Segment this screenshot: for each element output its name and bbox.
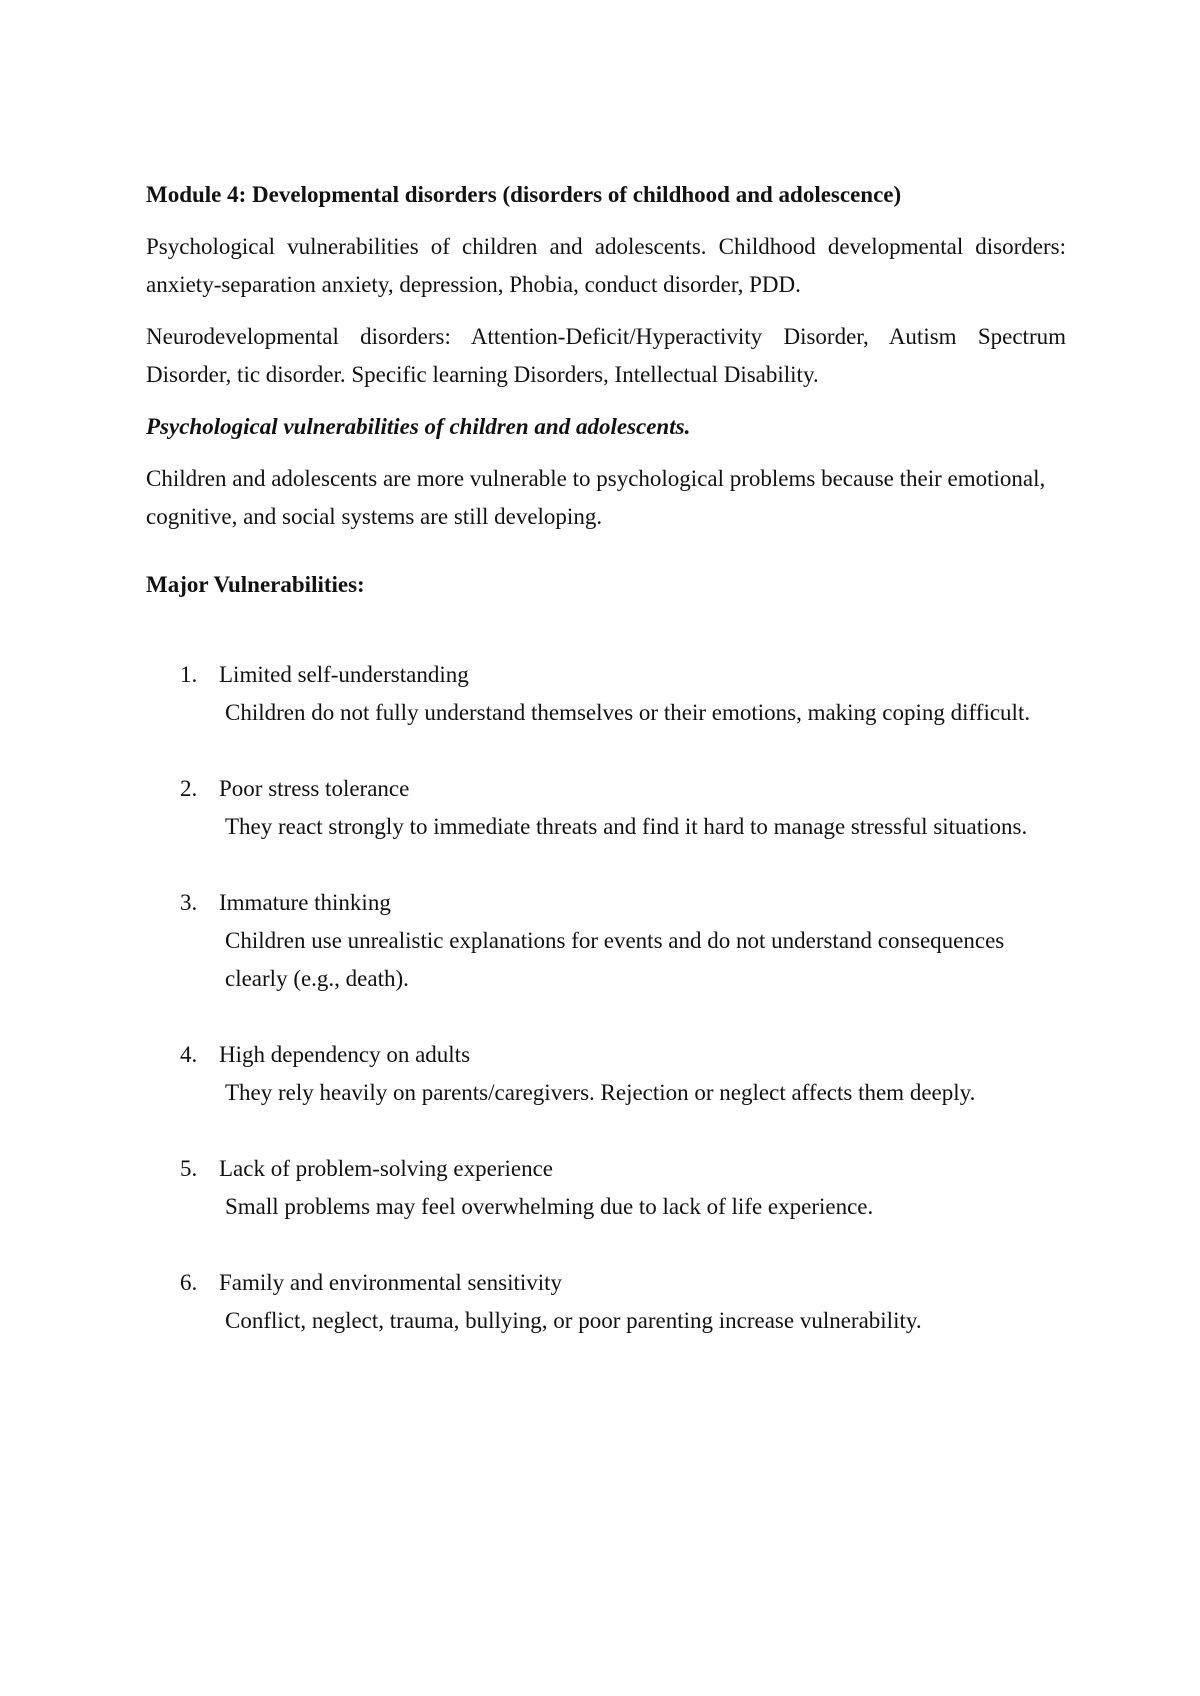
module-title: Module 4: Developmental disorders (disorders of childhood and adolescence)	[146, 182, 902, 207]
list-item	[146, 884, 1066, 998]
list-item-number: 6.	[180, 1270, 198, 1295]
list-item-number: 3.	[180, 890, 198, 915]
list-item	[146, 1264, 1066, 1340]
list-item-title: Family and environmental sensitivity	[219, 1270, 563, 1295]
section-heading: Psychological vulnerabilities of children and adolescents.	[146, 414, 691, 439]
document-page	[146, 176, 1066, 1378]
list-item	[146, 1036, 1066, 1112]
list-item-description: They rely heavily on parents/caregivers. Rejection or neglect affects them deeply.	[225, 1080, 976, 1105]
intro-paragraph: Children and adolescents are more vulnerable to psychological problems because their emotional, cognitive, and social systems are still developing.	[146, 466, 1046, 529]
list-item-title: High dependency on adults	[219, 1042, 471, 1067]
overview-paragraph-1: Psychological vulnerabilities of children and adolescents. Childhood developmental disorders: anxiety-separation anxiety, depression, Phobia, conduct disorder, PDD.	[146, 234, 1066, 297]
vulnerabilities-list	[146, 656, 1066, 1340]
list-item-description: Small problems may feel overwhelming due to lack of life experience.	[225, 1194, 874, 1219]
list-item-description: They react strongly to immediate threats and find it hard to manage stressful situations.	[225, 814, 1028, 839]
list-item-number: 4.	[180, 1042, 198, 1067]
list-item-number: 5.	[180, 1156, 198, 1181]
list-item-number: 1.	[180, 662, 198, 687]
list-item	[146, 656, 1066, 732]
list-item	[146, 770, 1066, 846]
list-item-number: 2.	[180, 776, 198, 801]
list-item	[146, 1150, 1066, 1226]
list-item-title: Lack of problem-solving experience	[219, 1156, 554, 1181]
major-vulnerabilities-heading: Major Vulnerabilities:	[146, 572, 365, 597]
overview-paragraph-2: Neurodevelopmental disorders: Attention-Deficit/Hyperactivity Disorder, Autism Spectrum Disorder, tic disorder. Specific learning Disorders, Intellectual Disability.	[146, 324, 1066, 387]
list-item-description: Children use unrealistic explanations for events and do not understand consequences clearly (e.g., death).	[225, 928, 1005, 991]
list-item-title: Immature thinking	[219, 890, 391, 915]
list-item-title: Limited self-understanding	[219, 662, 469, 687]
list-item-title: Poor stress tolerance	[219, 776, 410, 801]
list-item-description: Conflict, neglect, trauma, bullying, or poor parenting increase vulnerability.	[225, 1308, 922, 1333]
list-item-description: Children do not fully understand themselves or their emotions, making coping difficult.	[225, 700, 1031, 725]
